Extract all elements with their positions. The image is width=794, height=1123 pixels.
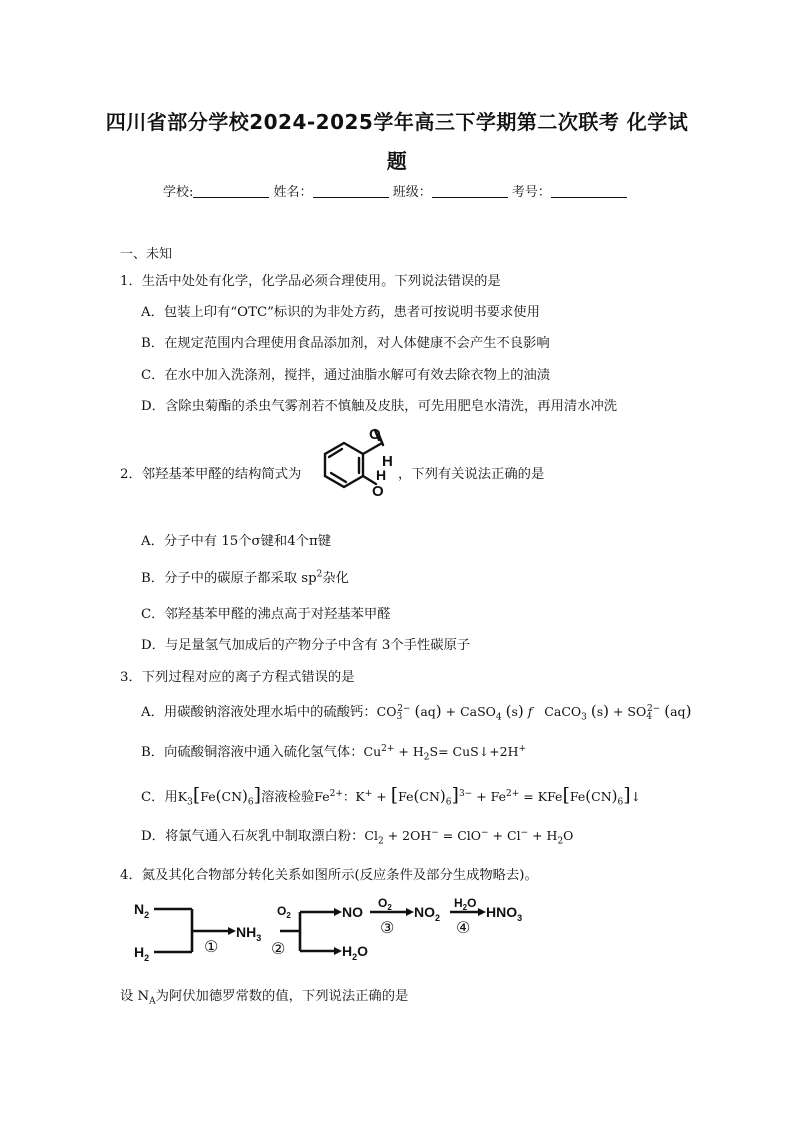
step-4-marker: ④ <box>456 920 471 937</box>
structure-h-hydroxyl: H <box>376 467 387 483</box>
hno3-label: HNO <box>486 904 518 920</box>
svg-text:H2O: $H_2O$ <box>342 943 369 962</box>
svg-text:O2: $O_2$ <box>277 904 291 920</box>
svg-text:H2: $H_2$ <box>134 944 150 963</box>
svg-text:O2: $O_2$ <box>378 896 392 912</box>
step-2-marker: ② <box>271 941 286 958</box>
nh3-label: NH <box>236 924 257 940</box>
q3-option-b: B．向硫酸铜溶液中通入硫化氢气体：$Cu^{2+} + H_2S=$ CuS↓+2H+ <box>141 743 527 763</box>
h2-label: H <box>134 944 145 960</box>
q1-option-d: D．含除虫菊酯的杀虫气雾剂若不慎触及皮肤，可先用肥皂水清洗，再用清水冲洗 <box>141 399 618 414</box>
svg-text:NO2: $NO_2$ <box>414 904 441 923</box>
q2-stem-start: 2．邻羟基苯甲醛的结构简式为 <box>120 467 302 482</box>
h2o-reagent-4: H <box>454 896 463 910</box>
structure-o-top: O <box>369 428 381 443</box>
structure-h-aldehyde: H <box>382 453 393 470</box>
school-label: 学校: <box>163 185 194 200</box>
exam-title-line2: 题 <box>386 149 408 173</box>
nitrogen-conversion-diagram <box>130 895 530 967</box>
name-field[interactable] <box>313 184 389 198</box>
q4-stem: 4．氮及其化合物部分转化关系如图所示(反应条件及部分生成物略去)。 <box>120 868 538 883</box>
section-heading: 一、未知 <box>120 247 173 262</box>
q3-option-d: D．将氯气通入石灰乳中制取漂白粉：$Cl_2 + 2OH^- = ClO^- + Cl^- + H_2O$ <box>141 827 574 847</box>
q2-option-b: B．分子中的碳原子都采取 $sp^2$杂化 <box>141 569 349 586</box>
number-label: 考号： <box>511 185 551 200</box>
q1-option-b: B．在规定范围内合理使用食品添加剂，对人体健康不会产生不良影响 <box>141 336 550 351</box>
q3-option-c: C．用$K_3[Fe(CN)_6]$溶液检验$Fe^{2+}$：$K^+ + [Fe(CN)_6]^{3-} + Fe^{2+}$ = $KFe[Fe(CN)_6]↓$ <box>141 784 642 808</box>
name-label: 姓名： <box>273 185 313 200</box>
svg-text:N2: $N_2$ <box>134 901 150 920</box>
step-3-marker: ③ <box>380 920 395 937</box>
q1-stem: 1．生活中处处有化学，化学品必须合理使用。下列说法错误的是 <box>120 274 501 289</box>
q1-option-a: A．包装上印有“OTC”标识的为非处方药，患者可按说明书要求使用 <box>141 305 540 320</box>
no2-label: NO <box>414 904 435 920</box>
q2-stem-end: ，下列有关说法正确的是 <box>398 467 545 482</box>
q1-option-c: C．在水中加入洗涤剂，搅拌，通过油脂水解可有效去除衣物上的油渍 <box>141 368 551 383</box>
q3-stem: 3．下列过程对应的离子方程式错误的是 <box>120 670 355 685</box>
no-label: NO <box>342 904 363 920</box>
o2-reagent-3: O <box>378 896 388 910</box>
q2-option-d: D．与足量氢气加成后的产物分子中含有 3个手性碳原子 <box>141 638 471 653</box>
student-info-row <box>163 181 627 200</box>
svg-text:NH3: $NH_3$ <box>236 924 262 943</box>
q2-option-a: A．分子中有 15个σ键和4个π键 <box>141 534 331 549</box>
structure-o-hydroxyl: O <box>372 483 384 500</box>
salicylaldehyde-structure <box>306 428 398 500</box>
svg-text:HNO3: $HNO_3$ <box>486 904 523 923</box>
h2o-product-label: H <box>342 943 353 959</box>
step-1-marker: ① <box>204 939 219 956</box>
exam-title-line1: 四川省部分学校2024-2025学年高三下学期第二次联考 化学试 <box>105 110 689 134</box>
class-field[interactable] <box>432 184 508 198</box>
svg-text:H2O: $H_2O$ <box>454 896 477 912</box>
q2-option-c: C．邻羟基苯甲醛的沸点高于对羟基苯甲醛 <box>141 607 391 622</box>
number-field[interactable] <box>551 184 627 198</box>
q3-option-a: A．用碳酸钠溶液处理水垢中的硫酸钙：$CO_3^{2-}$ (aq) + CaSO$_4$ (s) f CaCO$_3$ $(s) + SO_4^{2-}$ (aq) <box>141 702 692 723</box>
q4-tail-text: 设 $N_A$为阿伏加德罗常数的值，下列说法正确的是 <box>120 989 409 1007</box>
n2-label: N <box>134 901 145 917</box>
school-field[interactable] <box>193 184 269 198</box>
class-label: 班级： <box>392 185 432 200</box>
o2-reagent-2: O <box>277 904 287 918</box>
